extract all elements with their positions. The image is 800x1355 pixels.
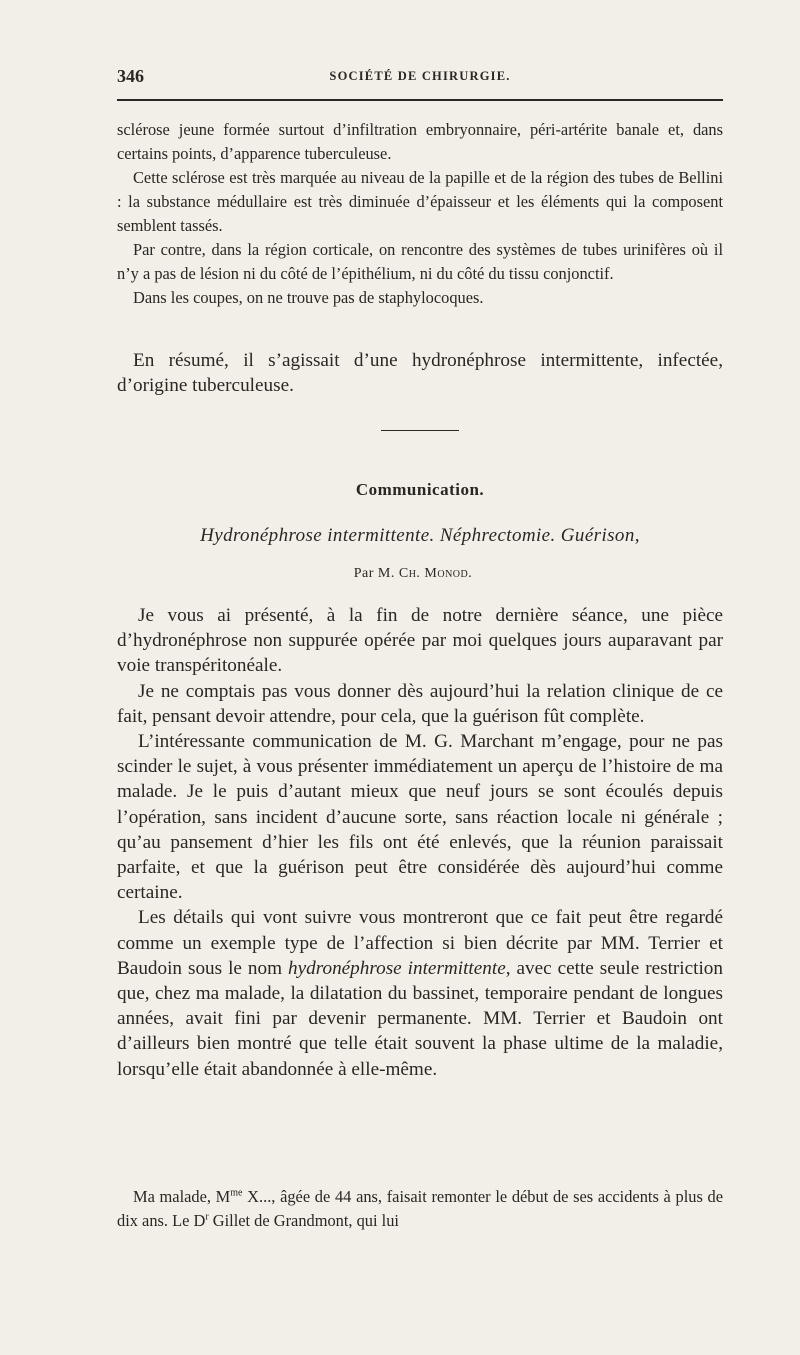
byline xyxy=(0,566,800,582)
text-run: , avec cette seule restriction que, chez ma malade, la dilatation du bassinet, temporaire pendant de longues années, avait fini par devenir permanente. MM. Terrier et Baudoin ont d’ailleurs bien montré que telle était souvent la phase ultime de la maladie, lorsqu’elle était abandonnée à elle-même. xyxy=(117,957,723,1080)
page-header xyxy=(117,66,723,90)
section-title: Communication. xyxy=(355,480,485,499)
summary-block xyxy=(117,348,723,398)
superscript: me xyxy=(230,1187,243,1199)
top-text-block xyxy=(117,118,723,310)
paragraph: Je ne comptais pas vous donner dès aujourd’hui la relation clinique de ce fait, pensant devoir attendre, pour cela, que la guérison fût complète. xyxy=(117,680,723,727)
paragraph: sclérose jeune formée surtout d’infiltration embryonnaire, péri-artérite banale et, dans certains points, d’apparence tuberculeuse. xyxy=(117,120,723,163)
paragraph: Je vous ai présenté, à la fin de notre dernière séance, une pièce d’hydronéphrose non suppurée opérée par moi quelques jours auparavant par voie transpéritonéale. xyxy=(117,605,723,677)
header-rule xyxy=(117,99,723,101)
running-head: SOCIÉTÉ DE CHIRURGIE. xyxy=(329,69,511,83)
paragraph: L’intéressante communication de M. G. Marchant m’engage, pour ne pas scinder le sujet, à vous présenter immédiatement un aperçu de l’histoire de ma malade. Je le puis d’autant mieux que neuf jours se sont écoulés depuis l’opération, sans incident d’aucune sorte, sans réaction locale ni générale ; qu’au pansement d’hier les fils ont été enlevés, que la réunion paraissait parfaite, et que la guérison peut être considérée dès aujourd’hui comme certaine. xyxy=(117,731,723,904)
text-run: Gillet de Grandmont, qui lui xyxy=(208,1211,399,1230)
paragraph xyxy=(117,1185,723,1233)
paragraph: Cette sclérose est très marquée au niveau de la papille et de la région des tubes de Bellini : la substance médullaire est très diminuée d’épaisseur et les éléments qui la composent semblent tassés. xyxy=(117,168,723,235)
summary-paragraph: En résumé, il s’agissait d’une hydronéphrose intermittente, infectée, d’origine tuberculeuse. xyxy=(117,350,723,397)
byline-prefix: Par M. xyxy=(353,566,395,581)
paragraph xyxy=(117,905,723,1081)
paragraph: Dans les coupes, on ne trouve pas de staphylocoques. xyxy=(133,288,484,307)
text-run: Les détails qui vont suivre vous montreront que ce fait peut être regardé comme un exemple type de l’affection si bien décrite par MM. Terrier et Baudoin sous le nom xyxy=(117,907,723,979)
case-text-block xyxy=(117,1185,723,1233)
text-run: Ma malade, M xyxy=(133,1187,231,1206)
superscript: r xyxy=(205,1211,209,1223)
body-text-block xyxy=(117,603,723,1082)
text-run: X..., âgée de 44 ans, faisait remonter le début de ses accidents à plus de dix ans. Le D xyxy=(117,1187,723,1230)
paragraph: Par contre, dans la région corticale, on rencontre des systèmes de tubes urinifères où il n’y a pas de lésion ni du côté de l’épithélium, ni du côté du tissu conjonctif. xyxy=(117,240,723,283)
section-divider xyxy=(381,430,459,431)
emphasis-term: hydronéphrose intermittente xyxy=(288,957,506,979)
byline-author: Ch. Monod. xyxy=(398,566,473,581)
article-title: Hydronéphrose intermittente. Néphrectomie. Guérison, xyxy=(200,525,640,546)
page-number: 346 xyxy=(117,66,144,86)
